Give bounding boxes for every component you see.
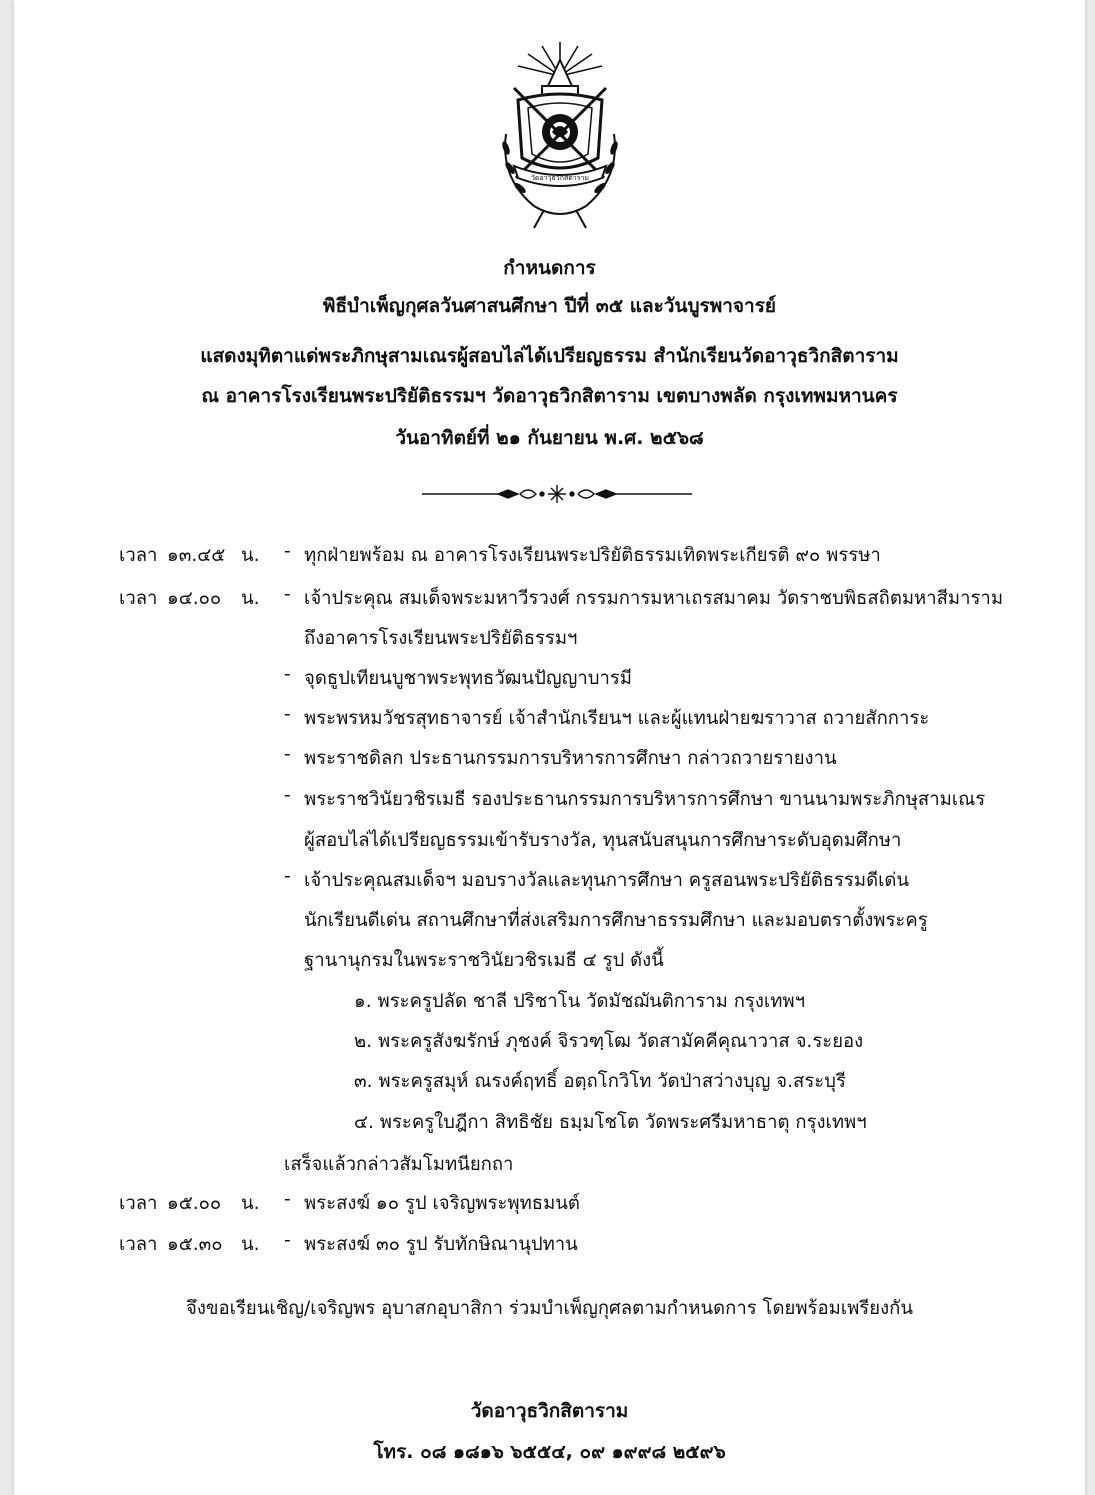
seal-inscription: วัดอาวุธวิกสิตาราม <box>530 174 590 182</box>
ceremony-date: วันอาทิตย์ที่ ๒๑ กันยายน พ.ศ. ๒๕๖๘ <box>395 427 704 449</box>
time-label: เวลา <box>119 1234 158 1255</box>
time-unit: น. <box>241 1193 260 1214</box>
schedule-text: ทุกฝ่ายพร้อม ณ อาคารโรงเรียนพระปริยัติธรรมเทิดพระเกียรติ ๙๐ พรรษา <box>304 545 881 566</box>
dash: - <box>284 785 291 806</box>
ceremony-title: พิธีบำเพ็ญกุศลวันศาสนศึกษา ปีที่ ๓๕ และวันบูรพาจารย์ <box>322 295 777 317</box>
time-unit: น. <box>241 588 260 609</box>
ceremony-subtitle: แสดงมุทิตาแด่พระภิกษุสามเณรผู้สอบไล่ได้เปรียญธรรม สำนักเรียนวัดอาวุธวิกสิตาราม <box>200 345 899 367</box>
item-text: พระราชวินัยวชิรเมธี รองประธานกรรมการบริหารการศึกษา ขานนามพระภิกษุสามเณร <box>304 789 986 810</box>
monk-name: ๒. พระครูสังฆรักษ์ ภุชงค์ จิรวฑฺโฒ วัดสามัคคีคุณาวาส จ.ระยอง <box>354 1031 864 1052</box>
monk-name: ๑. พระครูปลัด ชาลี ปริชาโน วัดมัชฌันติการาม กรุงเทพฯ <box>354 991 805 1012</box>
finish-text: เสร็จแล้วกล่าวสัมโมทนียกถา <box>284 1154 514 1175</box>
item-text-continued: นักเรียนดีเด่น สถานศึกษาที่ส่งเสริมการศึกษาธรรมศึกษา และมอบตราตั้งพระครู <box>304 910 928 931</box>
dash: - <box>284 1230 291 1251</box>
organization-name: วัดอาวุธวิกสิตาราม <box>470 1400 629 1422</box>
schedule-text-continued: ถึงอาคารโรงเรียนพระปริยัติธรรมฯ <box>304 628 578 649</box>
schedule-title: กำหนดการ <box>503 257 596 279</box>
time-value: ๑๕.๐๐ <box>167 1193 222 1214</box>
dash: - <box>284 704 291 725</box>
dash: - <box>284 866 291 887</box>
dash: - <box>284 664 291 685</box>
dash: - <box>284 541 291 562</box>
time-label: เวลา <box>119 1193 158 1214</box>
item-text: พระพรหมวัชรสุทธาจารย์ เจ้าสำนักเรียนฯ และผู้แทนฝ่ายฆราวาส ถวายสักการะ <box>304 708 930 729</box>
document-page <box>14 0 1085 1495</box>
ceremony-venue: ณ อาคารโรงเรียนพระปริยัติธรรมฯ วัดอาวุธวิกสิตาราม เขตบางพลัด กรุงเทพมหานคร <box>201 385 898 407</box>
item-text: จุดธูปเทียนบูชาพระพุทธวัฒนปัญญาบารมี <box>304 668 632 689</box>
time-value: ๑๕.๓๐ <box>167 1234 223 1255</box>
item-text: พระราชดิลก ประธานกรรมการบริหารการศึกษา กล่าวถวายรายงาน <box>304 748 837 769</box>
temple-seal-icon <box>484 38 636 230</box>
monk-name: ๓. พระครูสมุห์ ณรงค์ฤทธิ์ อตฺถโกวิโท วัดป่าสว่างบุญ จ.สระบุรี <box>354 1071 846 1092</box>
schedule-text: เจ้าประคุณ สมเด็จพระมหาวีรวงศ์ กรรมการมหาเถรสมาคม วัดราชบพิธสถิตมหาสีมาราม <box>304 588 1004 609</box>
invitation-text: จึงขอเรียนเชิญ/เจริญพร อุบาสกอุบาสิกา ร่วมบำเพ็ญกุศลตามกำหนดการ โดยพร้อมเพรียงกัน <box>186 1298 913 1319</box>
dash: - <box>284 1189 291 1210</box>
time-unit: น. <box>241 545 260 566</box>
item-text-continued: ผู้สอบไล่ได้เปรียญธรรมเข้ารับรางวัล, ทุนสนับสนุนการศึกษาระดับอุดมศึกษา <box>304 830 902 851</box>
time-label: เวลา <box>119 545 158 566</box>
time-label: เวลา <box>119 588 158 609</box>
item-text: เจ้าประคุณสมเด็จฯ มอบรางวัลและทุนการศึกษา ครูสอนพระปริยัติธรรมดีเด่น <box>304 870 910 891</box>
schedule-text: พระสงฆ์ ๑๐ รูป เจริญพระพุทธมนต์ <box>304 1193 580 1214</box>
dash: - <box>284 744 291 765</box>
dash: - <box>284 584 291 605</box>
time-unit: น. <box>241 1234 260 1255</box>
schedule-text: พระสงฆ์ ๓๐ รูป รับทักษิณานุปทาน <box>304 1234 578 1255</box>
monk-name: ๔. พระครูใบฎีกา สิทธิชัย ธมฺมโชโต วัดพระศรีมหาธาตุ กรุงเทพฯ <box>354 1112 867 1133</box>
contact-phone: โทร. ๐๘ ๑๘๑๖ ๖๕๕๔, ๐๙ ๑๙๙๘ ๒๕๙๖ <box>373 1441 726 1463</box>
item-text-continued: ฐานานุกรมในพระราชวินัยวชิรเมธี ๔ รูป ดังนี้ <box>304 950 664 971</box>
time-value: ๑๓.๔๕ <box>167 545 226 566</box>
ornament-divider-icon <box>422 482 692 506</box>
time-value: ๑๔.๐๐ <box>167 588 222 609</box>
